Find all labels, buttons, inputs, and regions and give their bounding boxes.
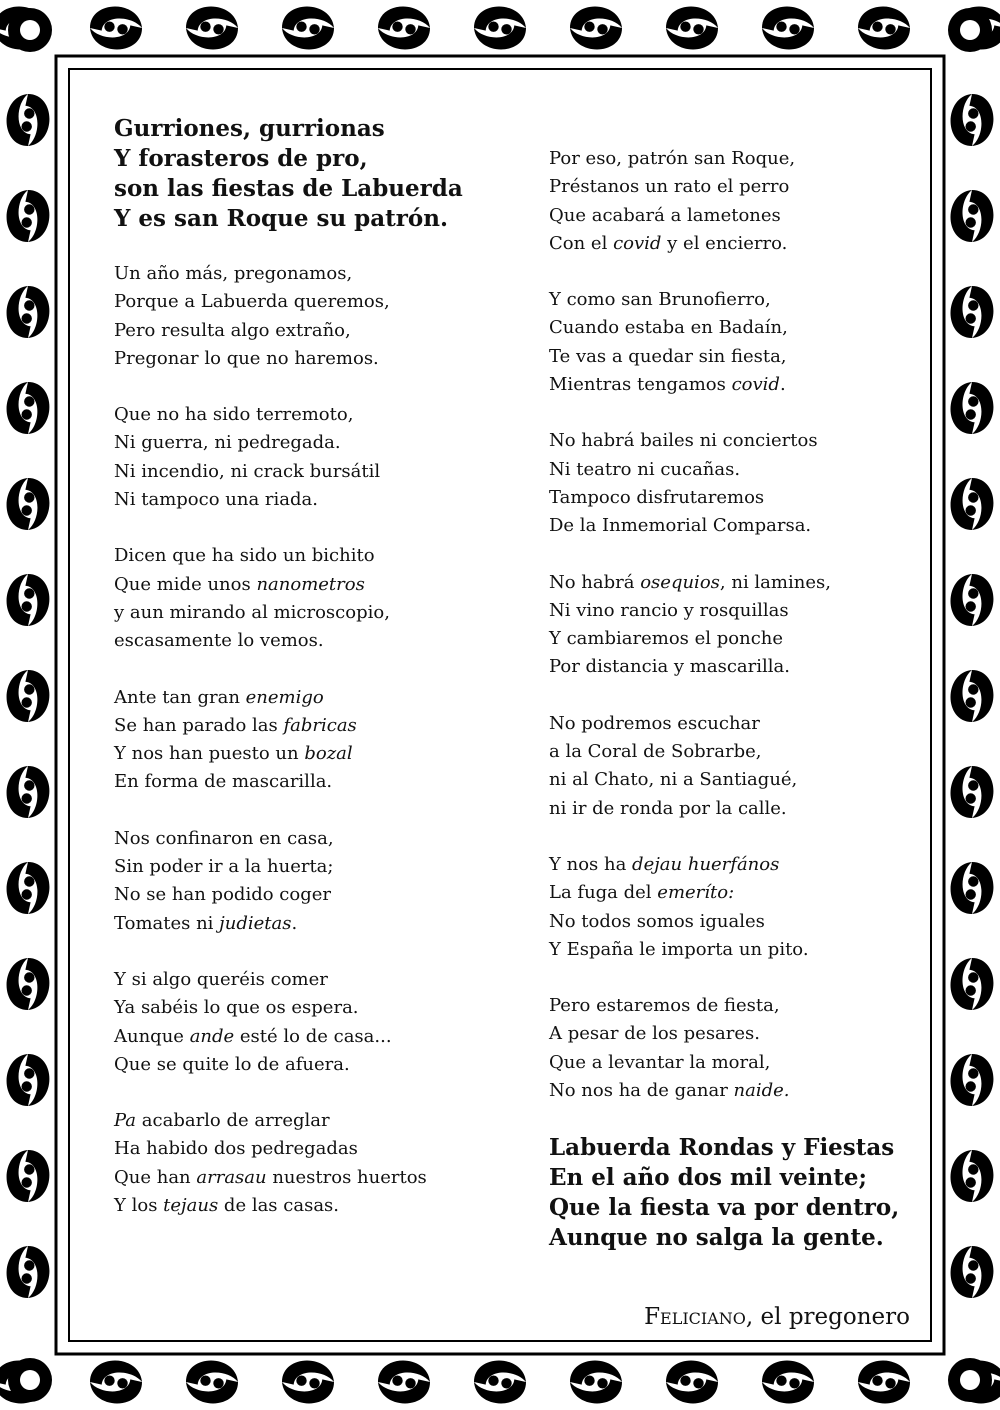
left-stanzas — [114, 260, 514, 1220]
verse-text: Te vas a quedar sin fiesta, — [549, 345, 787, 367]
verse-text: La fuga del — [549, 882, 658, 904]
verse-text: Pregonar lo que no haremos. — [114, 347, 379, 369]
verse-line — [549, 145, 909, 173]
verse-text: . — [779, 374, 786, 396]
verse-line — [114, 288, 514, 316]
verse-text: Por distancia y mascarilla. — [549, 656, 790, 678]
verse-line — [114, 1023, 514, 1051]
stanza — [549, 710, 909, 823]
verse-text: En forma de mascarilla. — [114, 771, 333, 793]
verse-line — [549, 992, 909, 1020]
verse-line — [549, 851, 909, 879]
verse-line — [114, 401, 514, 429]
verse-text: No podremos escuchar — [549, 712, 760, 734]
italic-word: judietas — [219, 912, 292, 934]
verse-line — [549, 653, 909, 681]
verse-line — [549, 371, 909, 399]
verse-text: , ni lamines, — [719, 571, 831, 593]
verse-text: Y nos han puesto un — [114, 743, 305, 765]
verse-text: Se han parado las — [114, 714, 284, 736]
verse-text: Que a levantar la moral, — [549, 1051, 771, 1073]
verse-text: Porque a Labuerda queremos, — [114, 291, 390, 313]
verse-text: Mientras tengamos — [549, 374, 732, 396]
verse-line — [549, 202, 909, 230]
verse-text: Por eso, patrón san Roque, — [549, 148, 796, 169]
verse-line — [114, 768, 514, 796]
verse-line — [549, 569, 909, 597]
verse-line — [114, 317, 514, 345]
italic-word: bozal — [304, 743, 353, 765]
italic-word: fabricas — [283, 714, 357, 736]
verse-text: . — [291, 912, 298, 934]
verse-text: escasamente lo vemos. — [114, 630, 324, 652]
signature — [644, 1302, 910, 1332]
left-heading-line: son las fiestas de Labuerda — [114, 175, 463, 202]
verse-text: Pero resulta algo extraño, — [114, 319, 351, 341]
verse-text: A pesar de los pesares. — [549, 1023, 760, 1045]
italic-word: enemigo — [245, 686, 324, 708]
right-heading-line: Labuerda Rondas y Fiestas — [549, 1134, 895, 1162]
verse-line — [114, 542, 514, 570]
verse-line — [549, 625, 909, 653]
stanza — [549, 992, 909, 1105]
stanza — [114, 684, 514, 797]
right-heading-line: En el año dos mil veinte; — [549, 1164, 868, 1192]
verse-line — [114, 458, 514, 486]
left-heading-line: Y es san Roque su patrón. — [114, 205, 448, 232]
verse-line — [114, 910, 514, 938]
verse-text: ni al Chato, ni a Santiagué, — [549, 769, 798, 791]
right-column — [549, 114, 909, 1253]
verse-text: Un año más, pregonamos, — [114, 263, 353, 284]
stanza — [114, 966, 514, 1079]
verse-text: y aun mirando al microscopio, — [114, 601, 390, 623]
verse-line — [114, 994, 514, 1022]
verse-text: Tampoco disfrutaremos — [549, 486, 765, 508]
italic-word: nanometros — [256, 573, 365, 595]
verse-line — [114, 345, 514, 373]
stanza — [114, 260, 514, 373]
right-stanzas — [549, 145, 909, 1105]
stanza — [549, 145, 909, 258]
stanza — [549, 851, 909, 964]
italic-word: dejau huerfános — [632, 853, 780, 875]
verse-line — [114, 1107, 514, 1135]
signature-suffix: , el pregonero — [745, 1304, 910, 1330]
right-heading-line: Aunque no salga la gente. — [549, 1224, 884, 1252]
verse-line — [549, 738, 909, 766]
verse-text: Ni guerra, ni pedregada. — [114, 432, 341, 454]
verse-line — [114, 1051, 514, 1079]
verse-text: Que no ha sido terremoto, — [114, 404, 354, 426]
verse-line — [549, 879, 909, 907]
verse-text: No habrá bailes ni conciertos — [549, 430, 818, 452]
verse-line — [549, 512, 909, 540]
italic-word: emeríto: — [657, 882, 735, 904]
verse-text: Que han — [114, 1166, 197, 1188]
verse-text: Sin poder ir a la huerta; — [114, 856, 334, 878]
verse-line — [549, 710, 909, 738]
verse-line — [114, 712, 514, 740]
verse-text: Ni tampoco una riada. — [114, 489, 318, 511]
verse-text: Que se quite lo de afuera. — [114, 1053, 350, 1075]
left-column — [114, 114, 514, 1248]
verse-text: Ya sabéis lo que os espera. — [114, 997, 359, 1019]
verse-text: ni ir de ronda por la calle. — [549, 797, 787, 819]
verse-line — [114, 740, 514, 768]
verse-text: de las casas. — [218, 1195, 340, 1217]
italic-word: ande — [189, 1025, 235, 1047]
verse-line — [114, 627, 514, 655]
verse-text: Y los — [114, 1195, 164, 1217]
verse-line — [114, 260, 514, 288]
stanza — [114, 825, 514, 938]
verse-text: De la Inmemorial Comparsa. — [549, 515, 812, 537]
left-heading-line: Gurriones, gurrionas — [114, 115, 385, 142]
ornament-scroll-icon — [20, 20, 40, 40]
verse-text: No nos ha de ganar — [549, 1080, 734, 1102]
verse-line — [114, 571, 514, 599]
verse-text: Nos confinaron en casa, — [114, 827, 334, 849]
verse-text: Dicen que ha sido un bichito — [114, 545, 375, 567]
verse-line — [114, 825, 514, 853]
verse-text: esté lo de casa... — [234, 1025, 392, 1047]
verse-line — [549, 1020, 909, 1048]
italic-word: osequios — [640, 571, 720, 593]
verse-line — [549, 286, 909, 314]
opening-verse — [114, 114, 514, 234]
verse-text: Y España le importa un pito. — [549, 938, 809, 960]
verse-text: acabarlo de arreglar — [136, 1110, 330, 1132]
verse-text: Aunque — [114, 1025, 190, 1047]
stanza — [114, 401, 514, 514]
verse-text: Pero estaremos de fiesta, — [549, 995, 780, 1017]
ornament-scroll-icon — [20, 1370, 40, 1390]
verse-line — [549, 173, 909, 201]
verse-text: Y como san Brunofierro, — [549, 289, 771, 311]
verse-text: Y nos ha — [549, 853, 633, 875]
verse-line — [549, 427, 909, 455]
left-heading-line: Y forasteros de pro, — [114, 145, 368, 172]
verse-line — [114, 1164, 514, 1192]
italic-word: arrasau — [196, 1166, 267, 1188]
verse-text: y el encierro. — [661, 232, 788, 254]
verse-line — [114, 599, 514, 627]
closing-verse — [549, 1133, 909, 1253]
verse-line — [114, 1192, 514, 1220]
verse-line — [114, 853, 514, 881]
italic-word: covid — [613, 232, 662, 254]
verse-line — [549, 343, 909, 371]
verse-line — [549, 314, 909, 342]
verse-text: Ni incendio, ni crack bursátil — [114, 460, 381, 482]
stanza — [549, 427, 909, 540]
verse-text: Cuando estaba en Badaín, — [549, 317, 788, 339]
verse-line — [549, 230, 909, 258]
verse-text: Tomates ni — [114, 912, 220, 934]
verse-line — [114, 966, 514, 994]
verse-line — [114, 684, 514, 712]
signature-name: Feliciano — [644, 1304, 746, 1330]
verse-line — [549, 766, 909, 794]
stanza — [114, 1107, 514, 1220]
verse-line — [549, 456, 909, 484]
verse-text: nuestros huertos — [266, 1166, 427, 1188]
verse-text: Ante tan gran — [114, 686, 246, 708]
stanza — [549, 286, 909, 399]
verse-text: Préstanos un rato el perro — [549, 176, 790, 198]
verse-text: a la Coral de Sobrarbe, — [549, 741, 762, 763]
verse-line — [549, 908, 909, 936]
verse-text: No todos somos iguales — [549, 910, 765, 932]
verse-text: Y cambiaremos el ponche — [549, 628, 784, 650]
verse-line — [549, 1049, 909, 1077]
verse-text: Que mide unos — [114, 573, 257, 595]
verse-line — [114, 429, 514, 457]
verse-text: Ha habido dos pedregadas — [114, 1138, 358, 1160]
ornament-scroll-icon — [960, 1370, 980, 1390]
stanza — [549, 569, 909, 682]
verse-text: Que acabará a lametones — [549, 204, 781, 226]
verse-text: No habrá — [549, 571, 641, 593]
italic-word: tejaus — [163, 1195, 219, 1217]
verse-line — [549, 484, 909, 512]
verse-text: No se han podido coger — [114, 884, 331, 906]
italic-word: Pa — [114, 1110, 137, 1132]
verse-text: Y si algo queréis comer — [114, 968, 328, 990]
verse-line — [549, 597, 909, 625]
verse-text: Ni vino rancio y rosquillas — [549, 599, 789, 621]
verse-line — [114, 1135, 514, 1163]
right-heading-line: Que la fiesta va por dentro, — [549, 1194, 900, 1222]
stanza — [114, 542, 514, 655]
verse-line — [549, 1077, 909, 1105]
ornament-scroll-icon — [960, 20, 980, 40]
verse-text: Con el — [549, 232, 614, 254]
italic-word: covid — [731, 374, 780, 396]
verse-line — [549, 936, 909, 964]
verse-line — [114, 881, 514, 909]
italic-word: naide. — [733, 1080, 790, 1102]
verse-text: Ni teatro ni cucañas. — [549, 458, 741, 480]
verse-line — [549, 795, 909, 823]
verse-line — [114, 486, 514, 514]
